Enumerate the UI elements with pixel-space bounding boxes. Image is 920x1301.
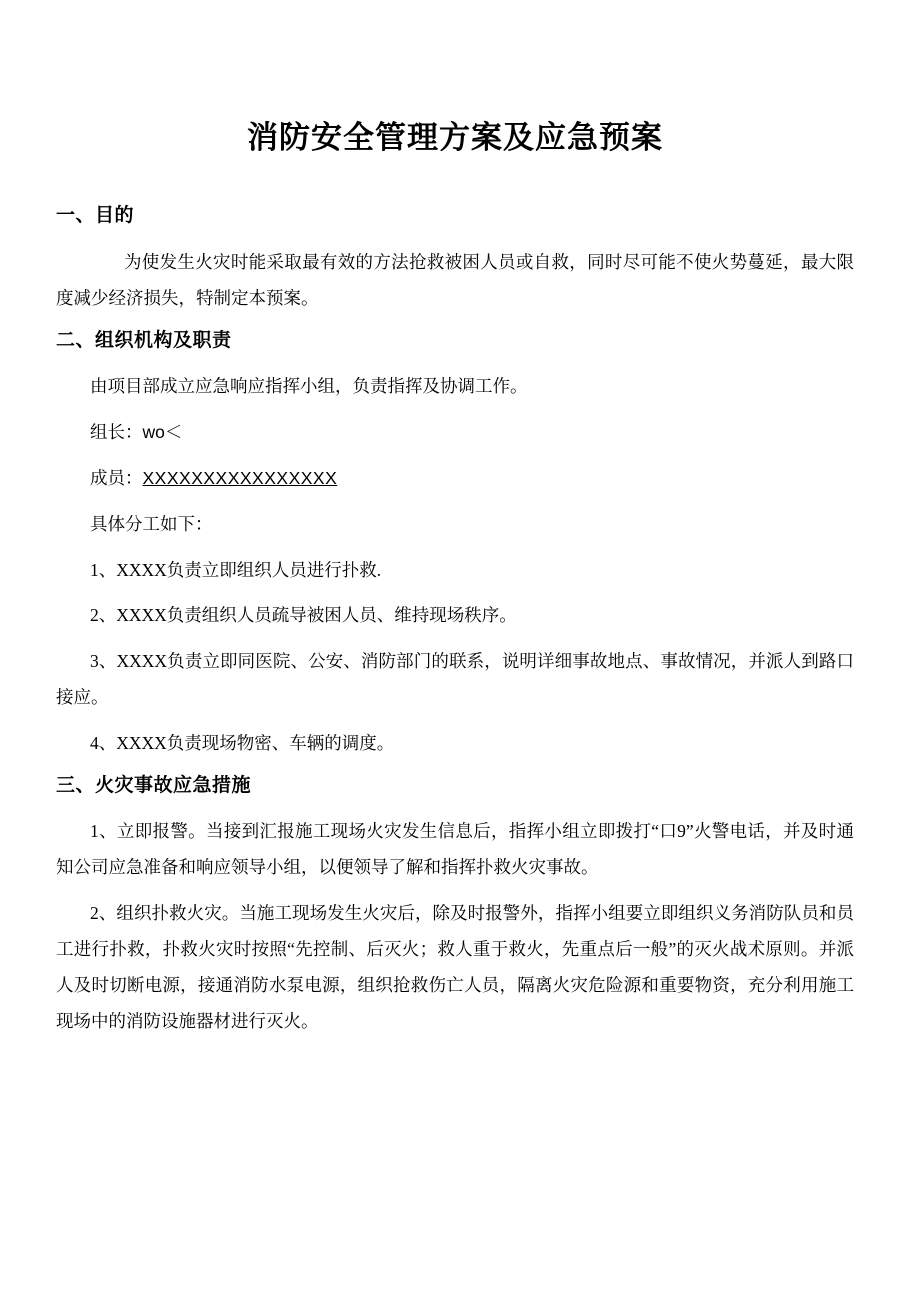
leader-label: 组长： [90, 421, 143, 442]
paragraph-members [56, 461, 854, 497]
members-label: 成员： [90, 467, 143, 488]
section-heading-organization: 二、组织机构及职责 [56, 329, 232, 351]
paragraph-duty-4: 4、XXXX负责现场物密、车辆的调度。 [90, 733, 395, 754]
leader-value: wo＜ [142, 421, 183, 442]
paragraph-purpose-1: 为使发生火灾时能采取最有效的方法抢救被困人员或自救，同时尽可能不使火势蔓延，最大限度减少经济损失，特制定本预案。 [56, 251, 854, 308]
page-title: 消防安全管理方案及应急预案 [247, 120, 663, 155]
members-value: XXXXXXXXXXXXXXXX [142, 467, 338, 488]
paragraph-duty-2: 2、XXXX负责组织人员疏导被困人员、维持现场秩序。 [90, 605, 517, 626]
paragraph-org-intro: 由项目部成立应急响应指挥小组，负责指挥及协调工作。 [90, 376, 528, 397]
paragraph-leader [56, 415, 854, 451]
section-heading-purpose: 一、目的 [56, 205, 135, 227]
paragraph-duty-3: 3、XXXX负责立即同医院、公安、消防部门的联系，说明详细事故地点、事故情况，并派人到路口接应。 [56, 651, 854, 708]
paragraph-measure-1: 1、立即报警。当接到汇报施工现场火灾发生信息后，指挥小组立即拨打“口9”火警电话，并及时通知公司应急准备和响应领导小组，以便领导了解和指挥扑救火灾事故。 [56, 821, 854, 878]
paragraph-division-intro: 具体分工如下： [90, 513, 213, 534]
section-heading-fire-measures: 三、火灾事故应急措施 [56, 774, 252, 796]
paragraph-duty-1: 1、XXXX负责立即组织人员进行扑救. [90, 559, 382, 580]
paragraph-measure-2: 2、组织扑救火灾。当施工现场发生火灾后，除及时报警外，指挥小组要立即组织义务消防队员和员工进行扑救，扑救火灾时按照“先控制、后灭火；救人重于救火，先重点后一般”的灭火战术原则。并派人及时切断电源，接通消防水泵电源，组织抢救伤亡人员，隔离火灾危险源和重要物资，充分利用施工现场中的消防设施器材进行灭火。 [56, 903, 854, 1031]
